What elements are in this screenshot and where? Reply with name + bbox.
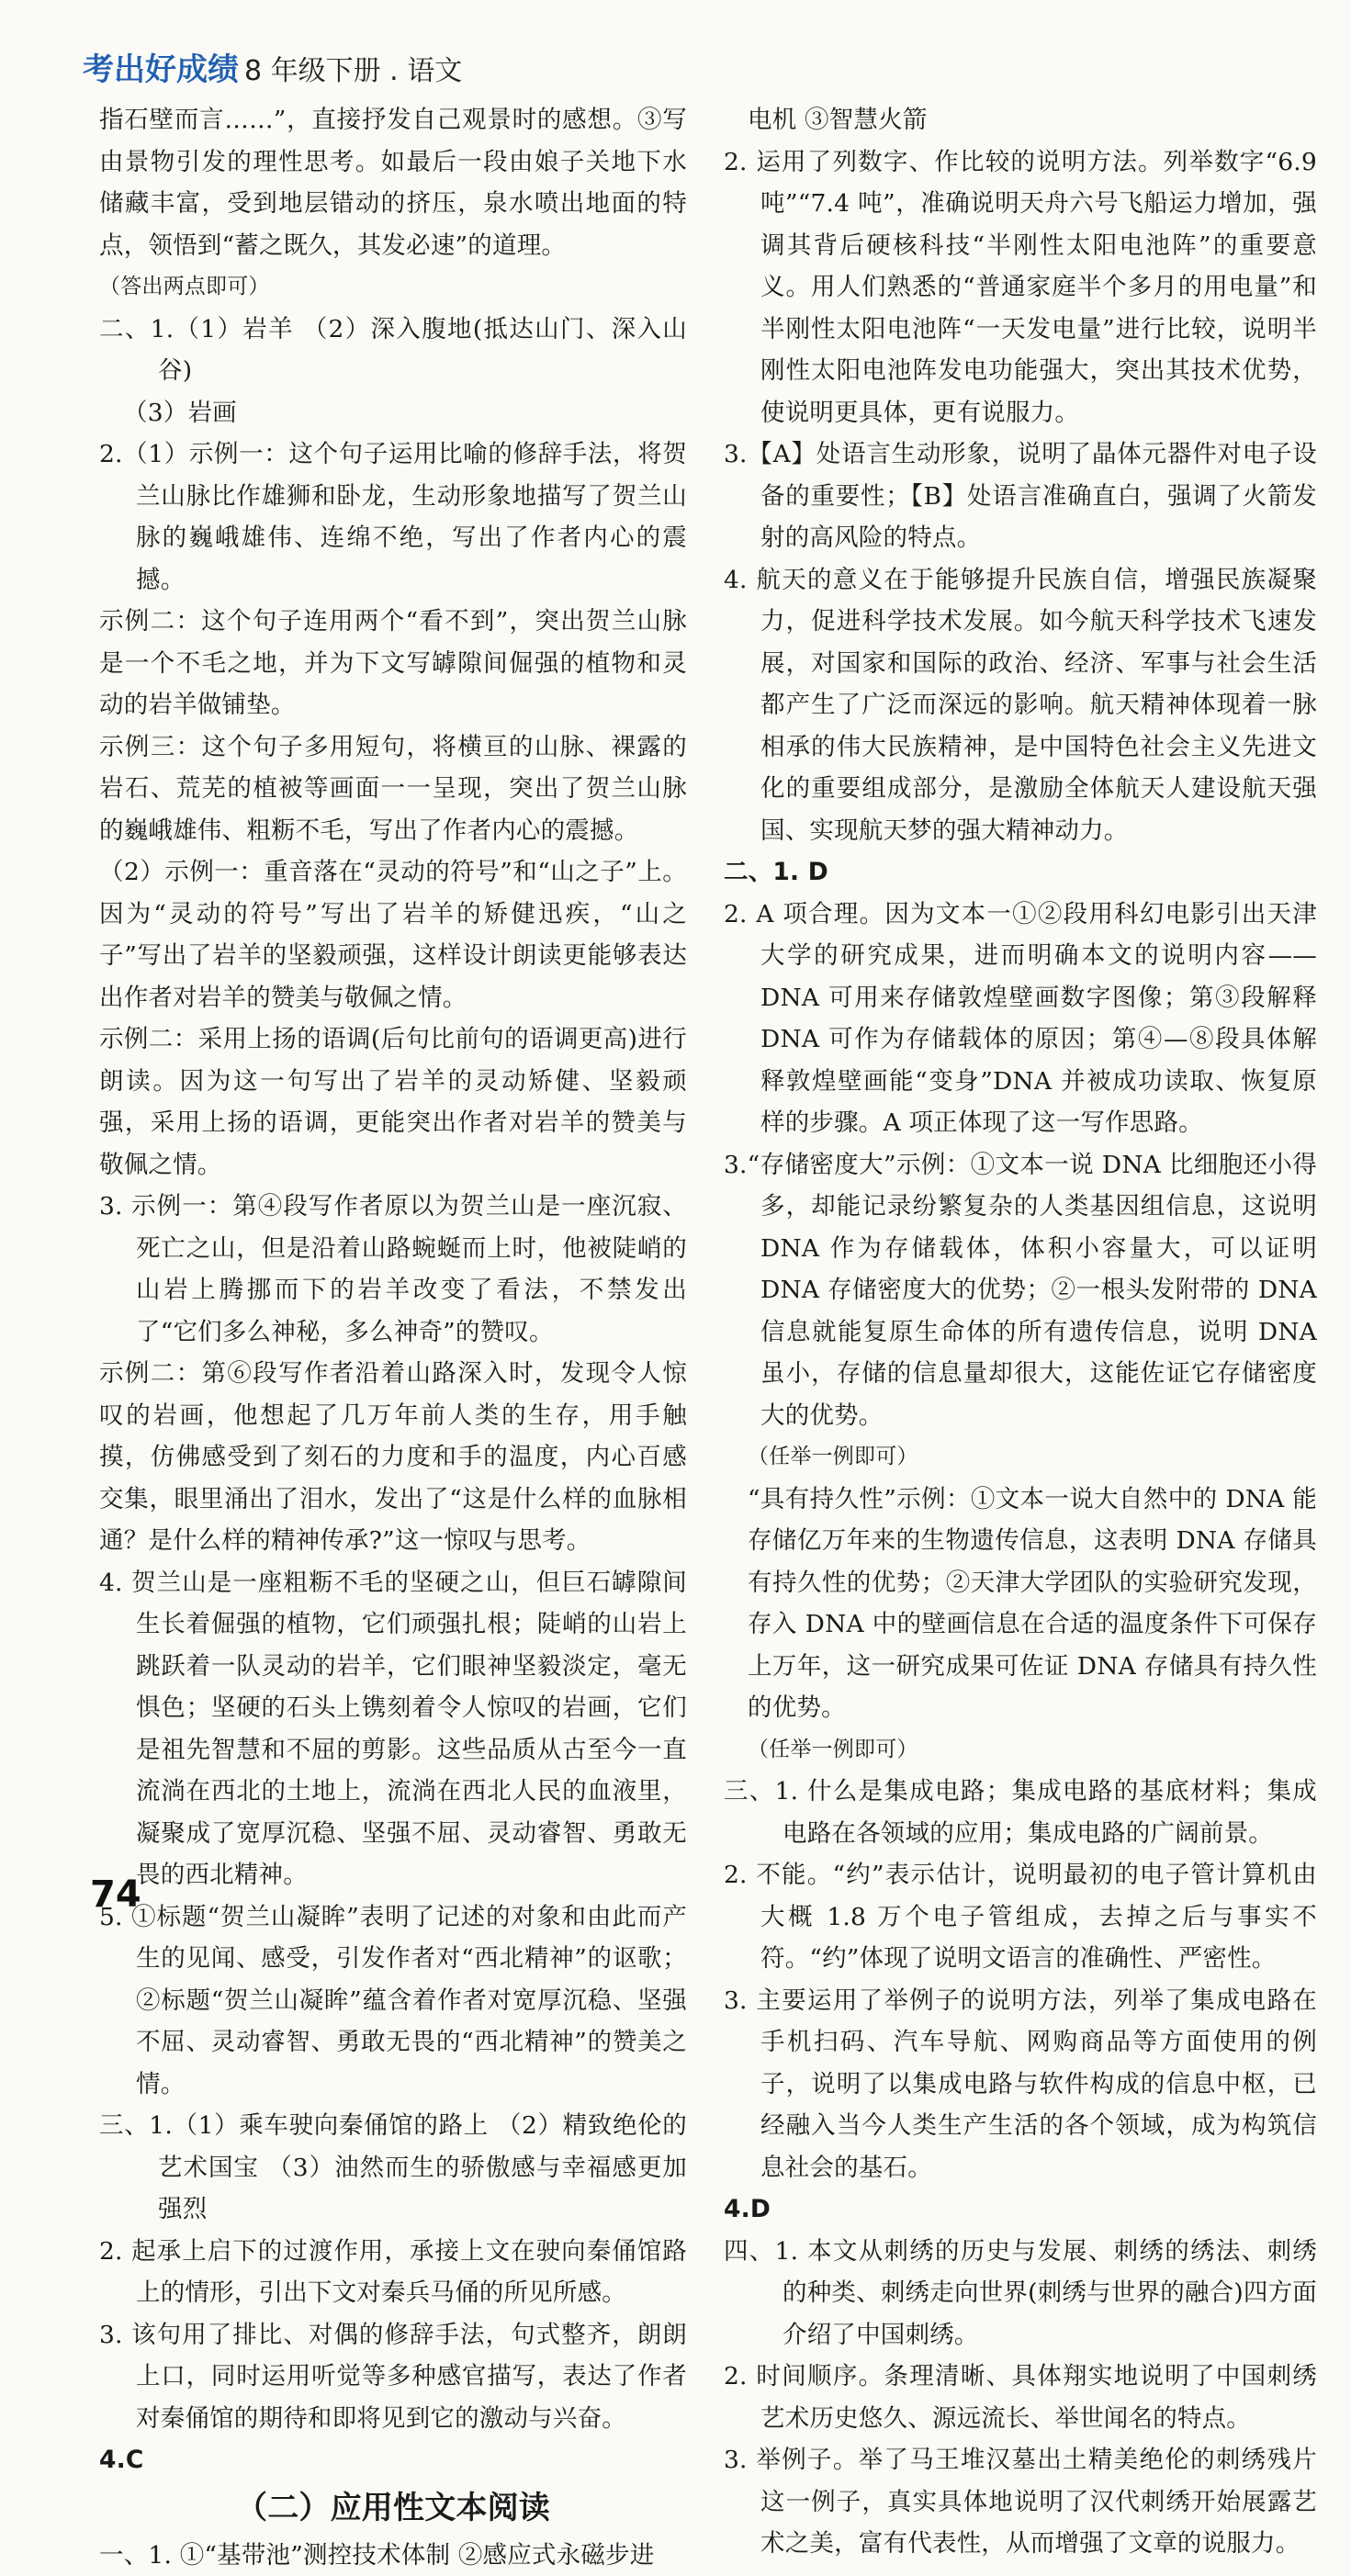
answer-item: 2. 不能。“约”表示估计，说明最初的电子管计算机由大概 1.8 万个电子管组成，去掉之后与事实不符。“约”体现了说明文语言的准确性、严密性。 (724, 1854, 1317, 1980)
answer-item: 3. 该句用了排比、对偶的修辞手法，句式整齐，朗朗上口，同时运用听觉等多种感官描写，表达了作者对秦俑馆的期待和即将见到它的激动与兴奋。 (99, 2314, 687, 2440)
answer-item: 三、1.（1）乘车驶向秦俑馆的路上 （2）精致绝伦的艺术国宝 （3）油然而生的骄傲感与幸福感更加强烈 (99, 2105, 687, 2231)
answer-example: 示例二：这个句子连用两个“看不到”，突出贺兰山脉是一个不毛之地，并为下文写罅隙间倔强的植物和灵动的岩羊做铺垫。 (99, 601, 687, 726)
answer-example: 示例三：这个句子多用短句，将横亘的山脉、裸露的岩石、荒芜的植被等画面一一呈现，突出了贺兰山脉的巍峨雄伟、粗粝不毛，写出了作者内心的震撼。 (99, 726, 687, 852)
answer-item: 2.（1）示例一：这个句子运用比喻的修辞手法，将贺兰山脉比作雄狮和卧龙，生动形象地描写了贺兰山脉的巍峨雄伟、连绵不绝，写出了作者内心的震撼。 (99, 433, 687, 601)
answer-item: 5. ①标题“贺兰山凝眸”表明了记述的对象和由此而产生的见闻、感受，引发作者对“西北精神”的讴歌；②标题“贺兰山凝眸”蕴含着作者对宽厚沉稳、坚强不屈、灵动睿智、勇敢无畏的“西北精神”的赞美之情。 (99, 1896, 687, 2106)
answer-text: 指石壁而言……”，直接抒发自己观景时的感想。③写由景物引发的理性思考。如最后一段由娘子关地下水储藏丰富，受到地层错动的挤压，泉水喷出地面的特点，领悟到“蓄之既久，其发必速”的道理。 (99, 99, 687, 266)
left-column (99, 99, 687, 2576)
answer-item: 4.C (99, 2439, 687, 2481)
page-header (83, 44, 462, 96)
answer-item: 4. 贺兰山是一座粗粝不毛的坚硬之山，但巨石罅隙间生长着倔强的植物，它们顽强扎根；陡峭的山岩上跳跃着一队灵动的岩羊，它们眼神坚毅淡定，毫无惧色；坚硬的石头上镌刻着令人惊叹的岩画，它们是祖先智慧和不屈的剪影。这些品质从古至今一直流淌在西北的土地上，流淌在西北人民的血液里，凝聚成了宽厚沉稳、坚强不屈、灵动睿智、勇敢无畏的西北精神。 (99, 1562, 687, 1896)
answer-example: （2）示例一：重音落在“灵动的符号”和“山之子”上。因为“灵动的符号”写出了岩羊的矫健迅疾，“山之子”写出了岩羊的坚毅顽强，这样设计朗读更能够表达出作者对岩羊的赞美与敬佩之情。 (99, 851, 687, 1018)
brand-title: 考出好成绩 (83, 44, 239, 89)
answer-example: “具有持久性”示例：①文本一说大自然中的 DNA 能存储亿万年来的生物遗传信息，这表明 DNA 存储具有持久性的优势；②天津大学团队的实验研究发现，存入 DNA 中的壁画信息在合适的温度条件下可保存上万年，这一研究成果可佐证 DNA 存储具有持久性的优势。 (724, 1479, 1317, 1729)
answer-note: （任举一例即可） (724, 1436, 1317, 1479)
answer-item: 3. 举例子。举了马王堆汉墓出土精美绝伦的刺绣残片这一例子，真实具体地说明了汉代刺绣开始展露艺术之美，富有代表性，从而增强了文章的说服力。 (724, 2439, 1317, 2565)
answer-item: 二、1. D (724, 851, 1317, 894)
section-title: （二）应用性文本阅读 (99, 2481, 687, 2535)
answer-item: 2. 时间顺序。条理清晰、具体翔实地说明了中国刺绣艺术历史悠久、源远流长、举世闻名的特点。 (724, 2356, 1317, 2439)
answer-item: 2. 运用了列数字、作比较的说明方法。列举数字“6.9吨”“7.4 吨”，准确说明天舟六号飞船运力增加，强调其背后硬核科技“半刚性太阳电池阵”的重要意义。用人们熟悉的“普通家庭半个多月的用电量”和半刚性太阳电池阵“一天发电量”进行比较，说明半刚性太阳电池阵发电功能强大，突出其技术优势，使说明更具体，更有说服力。 (724, 141, 1317, 434)
answer-item: 2. A 项合理。因为文本一①②段用科幻电影引出天津大学的研究成果，进而明确本文的说明内容——DNA 可用来存储敦煌壁画数字图像；第③段解释 DNA 可作为存储载体的原因；第④—⑧段具体解释敦煌壁画能“变身”DNA 并被成功读取、恢复原样的步骤。A 项正体现了这一写作思路。 (724, 894, 1317, 1144)
answer-note: （任举一例即可） (724, 1729, 1317, 1772)
page-number: 74 (90, 1873, 141, 1916)
answer-item: 4.D (724, 2188, 1317, 2231)
answer-note: （答出两点即可） (99, 266, 687, 309)
answer-example: 示例二：第⑥段写作者沿着山路深入时，发现令人惊叹的岩画，他想起了几万年前人类的生存，用手触摸，仿佛感受到了刻石的力度和手的温度，内心百感交集，眼里涌出了泪水，发出了“这是什么样的血脉相通？是什么样的精神传承?”这一惊叹与思考。 (99, 1353, 687, 1562)
answer-item: 二、1.（1）岩羊 （2）深入腹地(抵达山门、深入山谷) (99, 309, 687, 392)
answer-item: 一、1. ①“基带池”测控技术体制 ②感应式永磁步进 (99, 2535, 687, 2576)
answer-item: 3.“存储密度大”示例：①文本一说 DNA 比细胞还小得多，却能记录纷繁复杂的人类基因组信息，这说明 DNA 作为存储载体，体积小容量大，可以证明 DNA 存储密度大的优势；②一根头发附带的 DNA 信息就能复原生命体的所有遗传信息，说明 DNA 虽小，存储的信息量却很大，这能佐证它存储密度大的优势。 (724, 1144, 1317, 1437)
answer-example: 示例二：采用上扬的语调(后句比前句的语调更高)进行朗读。因为这一句写出了岩羊的灵动矫健、坚毅顽强，采用上扬的语调，更能突出作者对岩羊的赞美与敬佩之情。 (99, 1018, 687, 1186)
answer-item: 3.【A】处语言生动形象，说明了晶体元器件对电子设备的重要性；【B】处语言准确直白，强调了火箭发射的高风险的特点。 (724, 433, 1317, 559)
answer-item: 3. 示例一：第④段写作者原以为贺兰山是一座沉寂、死亡之山，但是沿着山路蜿蜒而上时，他被陡峭的山岩上腾挪而下的岩羊改变了看法，不禁发出了“它们多么神秘，多么神奇”的赞叹。 (99, 1186, 687, 1353)
right-column (724, 99, 1317, 2565)
answer-item: （3）岩画 (99, 392, 687, 434)
answer-item: 4. 航天的意义在于能够提升民族自信，增强民族凝聚力，促进科学技术发展。如今航天科学技术飞速发展，对国家和国际的政治、经济、军事与社会生活都产生了广泛而深远的影响。航天精神体现着一脉相承的伟大民族精神，是中国特色社会主义先进文化的重要组成部分，是激励全体航天人建设航天强国、实现航天梦的强大精神动力。 (724, 559, 1317, 852)
book-subject: 8 年级下册 . 语文 (244, 48, 462, 88)
answer-item: 三、1. 什么是集成电路；集成电路的基底材料；集成电路在各领域的应用；集成电路的广阔前景。 (724, 1771, 1317, 1854)
answer-item: 四、1. 本文从刺绣的历史与发展、刺绣的绣法、刺绣的种类、刺绣走向世界(刺绣与世界的融合)四方面介绍了中国刺绣。 (724, 2231, 1317, 2357)
answer-item: 2. 起承上启下的过渡作用，承接上文在驶向秦俑馆路上的情形，引出下文对秦兵马俑的所见所感。 (99, 2231, 687, 2314)
answer-text: 电机 ③智慧火箭 (724, 99, 1317, 141)
answer-item: 3. 主要运用了举例子的说明方法，列举了集成电路在手机扫码、汽车导航、网购商品等方面使用的例子，说明了以集成电路与软件构成的信息中枢，已经融入当今人类生产生活的各个领域，成为构筑信息社会的基石。 (724, 1980, 1317, 2189)
